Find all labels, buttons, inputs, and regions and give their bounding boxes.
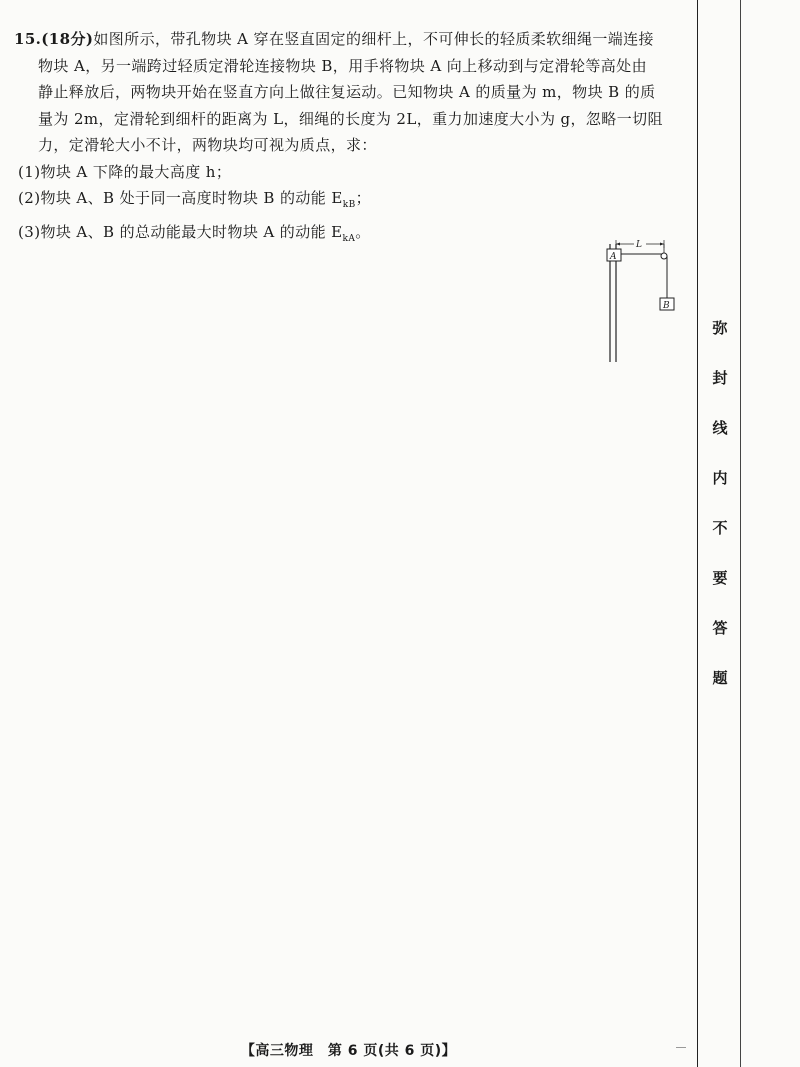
sub-question-3-end: 。 [355, 222, 371, 241]
sub-question-3 [14, 219, 694, 253]
sub-question-1: (1)物块 A 下降的最大高度 h； [18, 162, 232, 181]
seal-char: 要 [712, 569, 728, 587]
seal-char: 题 [712, 669, 728, 687]
pulley [661, 253, 667, 259]
dimension-label: L [636, 240, 642, 250]
seal-char: 线 [712, 419, 728, 437]
question-points: (18分) [41, 30, 94, 48]
seal-char: 弥 [712, 319, 728, 337]
physics-figure [600, 236, 690, 366]
sub-question-3-subscript: kA [342, 233, 356, 244]
question-stem-line-1: 如图所示，带孔物块 A 穿在竖直固定的细杆上，不可伸长的轻质柔软细绳一端连接 [93, 30, 654, 48]
question-stem-line-5: 力，定滑轮大小不计，两物块均可视为质点，求： [38, 136, 377, 154]
question-stem-line-3: 静止释放后，两物块开始在竖直方向上做往复运动。已知物块 A 的质量为 m，物块 B 的质 [38, 83, 656, 101]
sub-question-3-text: (3)物块 A、B 的总动能最大时物块 A 的动能 E [18, 222, 343, 241]
block-b-label: B [663, 301, 670, 311]
sub-question-2-end: ； [355, 189, 371, 207]
sub-question-2-subscript: kB [342, 200, 356, 210]
binding-line-outer [740, 0, 741, 1067]
question-stem-line-2: 物块 A，另一端跨过轻质定滑轮连接物块 B，用手将物块 A 向上移动到与定滑轮等高处由 [38, 56, 647, 75]
seal-char: 答 [712, 619, 728, 637]
sub-question-2 [14, 185, 694, 219]
seal-char: 封 [712, 369, 728, 387]
page-footer: 【高三物理 第 6 页(共 6 页)】 [240, 1043, 457, 1059]
question-first-line [14, 26, 694, 53]
block-a-label: A [610, 252, 617, 262]
footer-mark [676, 1047, 686, 1048]
question-stem-line-4: 量为 2m，定滑轮到细杆的距离为 L，细绳的长度为 2L，重力加速度大小为 g，忽略一切阻 [38, 109, 663, 128]
seal-notice [708, 318, 732, 718]
question-number: 15. [14, 30, 42, 48]
seal-char: 内 [712, 469, 728, 487]
binding-line-inner [697, 0, 698, 1067]
sub-question-2-text: (2)物块 A、B 处于同一高度时物块 B 的动能 E [18, 189, 343, 207]
dimension-arrow-right [660, 243, 664, 246]
question-15 [14, 26, 694, 252]
seal-char: 不 [712, 519, 728, 537]
